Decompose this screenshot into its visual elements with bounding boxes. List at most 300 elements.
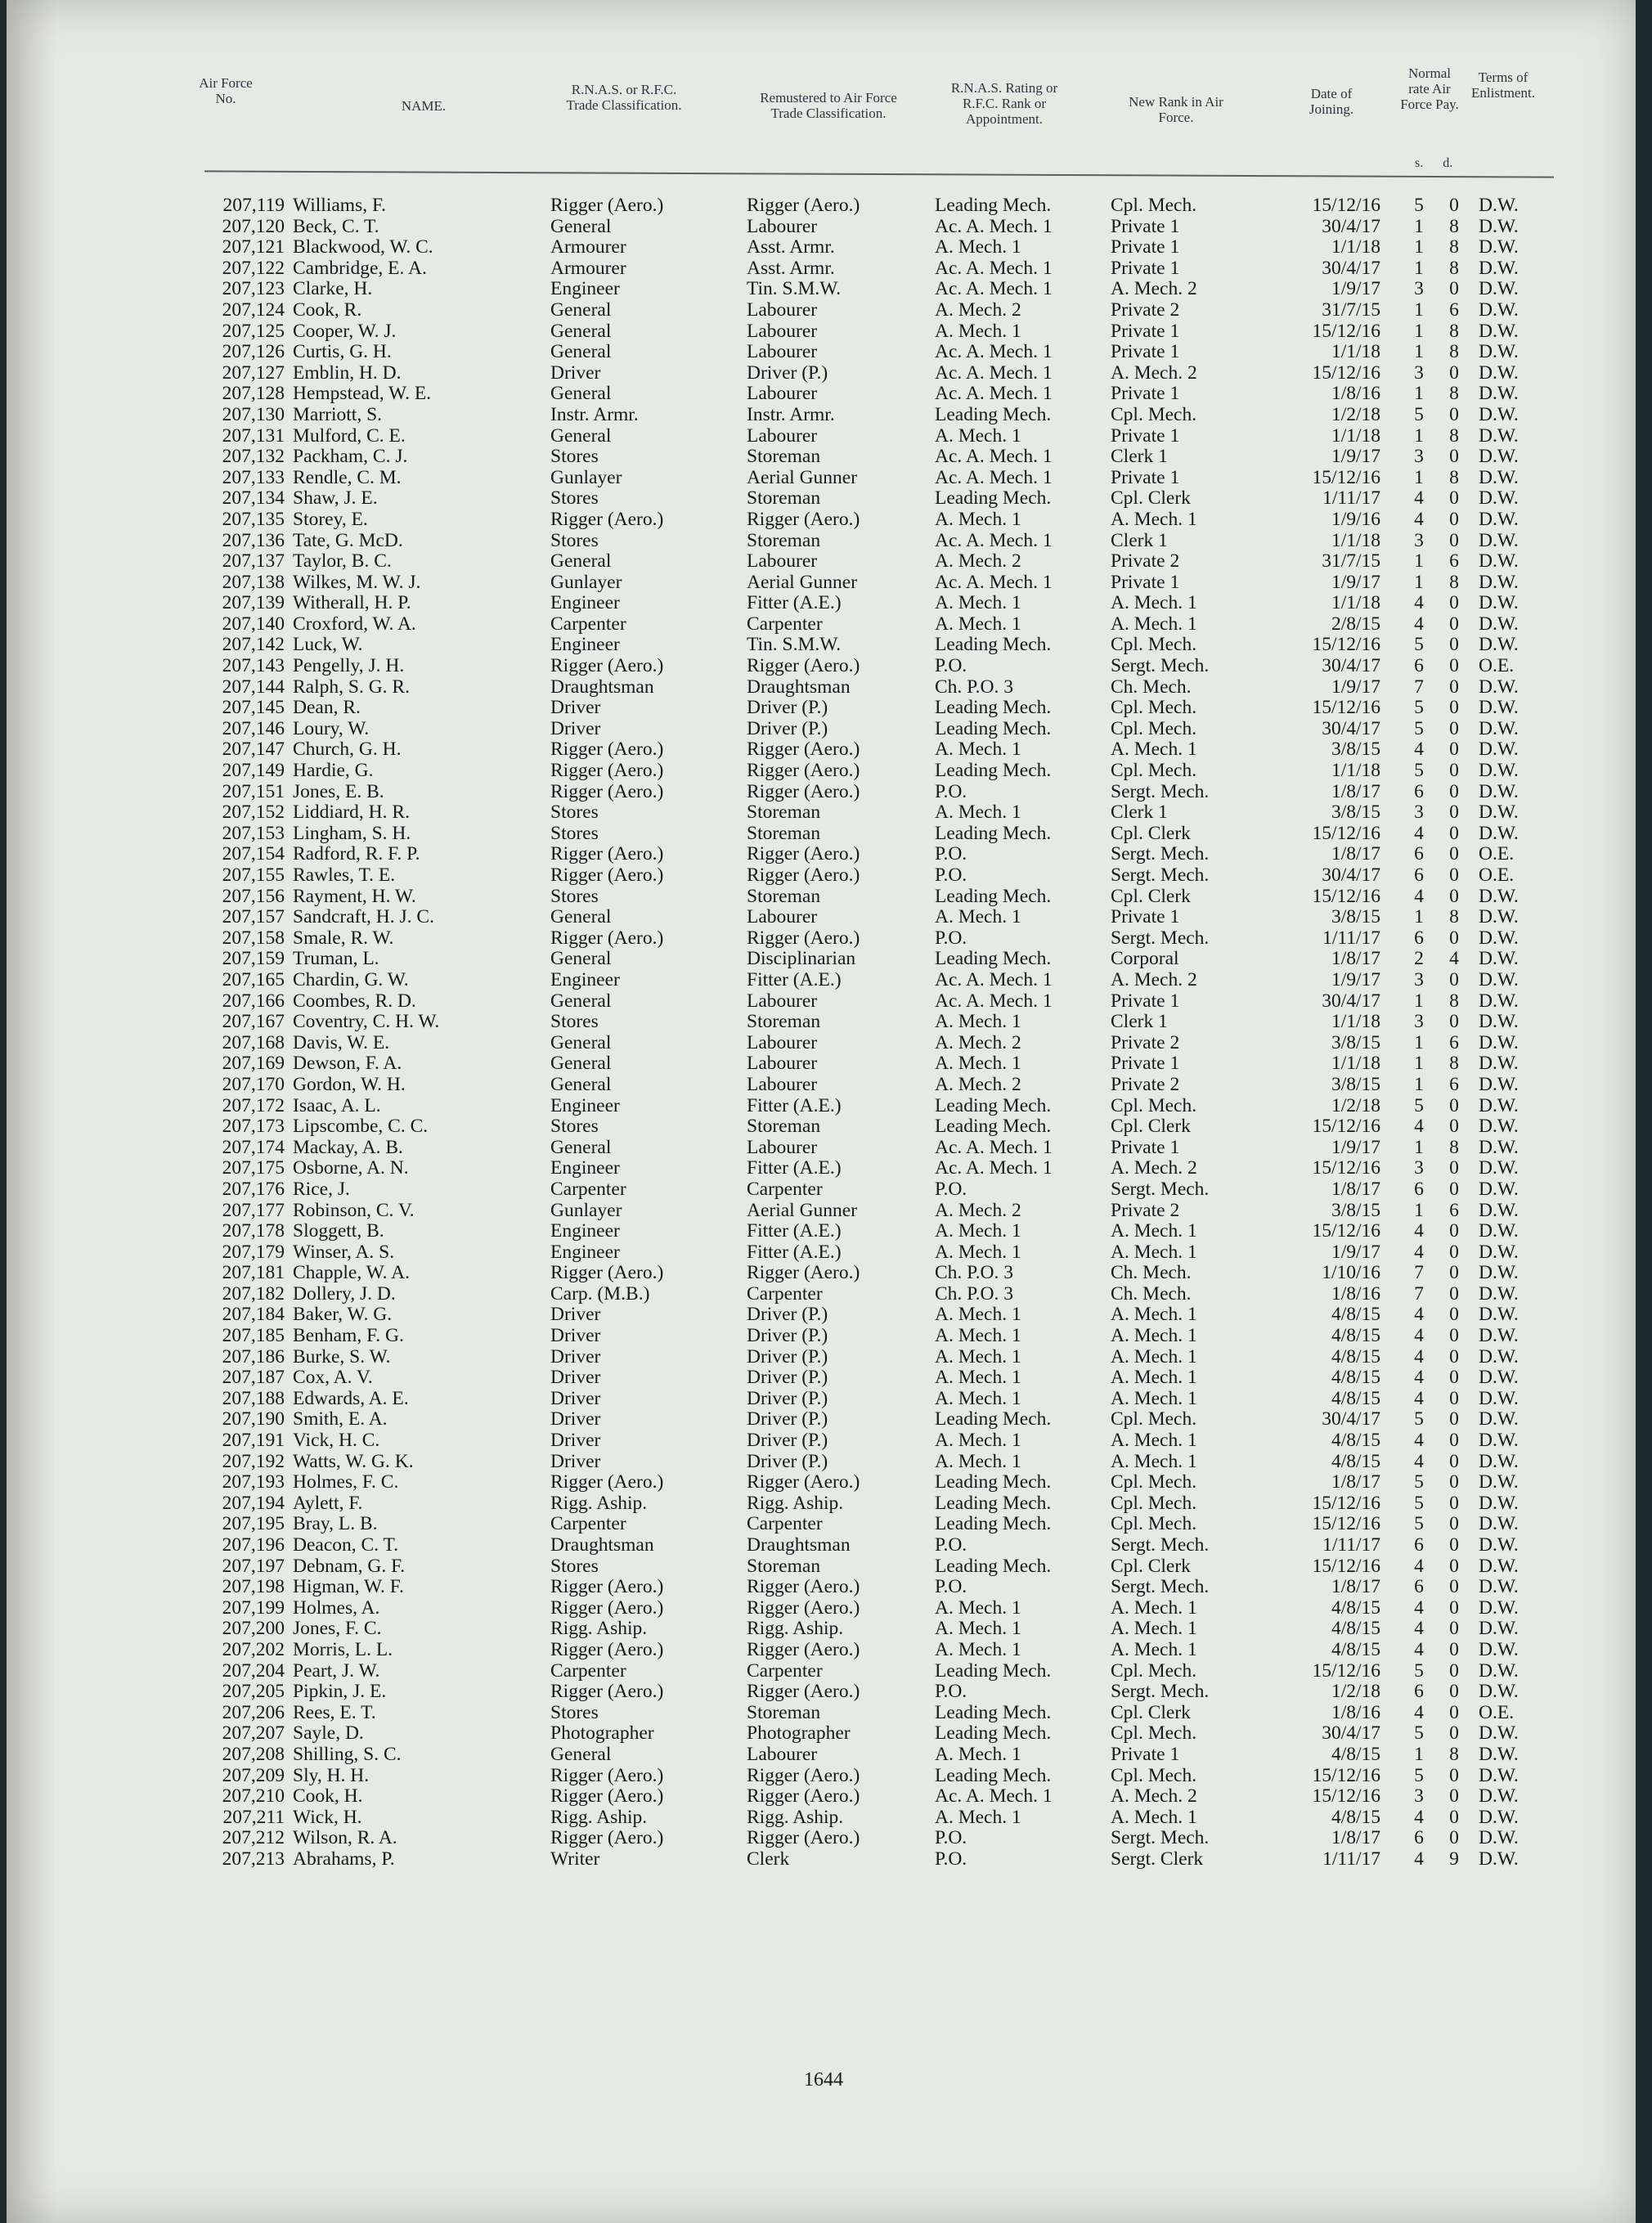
cell-remustered: Carpenter: [747, 1659, 823, 1682]
cell-trade: Carpenter: [550, 1659, 626, 1682]
cell-rating: A. Mech. 1: [935, 1618, 1021, 1640]
cell-pay-shillings: 4: [1414, 1345, 1424, 1367]
cell-pay-shillings: 4: [1414, 1367, 1424, 1389]
cell-air-force-no: 207,135: [222, 508, 285, 530]
cell-date-joining: 30/4/17: [1322, 1722, 1380, 1745]
cell-name: Baker, W. G.: [293, 1304, 393, 1326]
cell-date-joining: 15/12/16: [1312, 320, 1380, 342]
cell-terms: D.W.: [1479, 1157, 1519, 1179]
cell-pay-shillings: 4: [1414, 822, 1424, 844]
header-pay: Normal rate Air Force Pay.: [1400, 65, 1459, 112]
cell-name: Cook, R.: [293, 299, 362, 321]
cell-new-rank: Cpl. Clerk: [1111, 822, 1191, 844]
cell-remustered: Rigger (Aero.): [747, 739, 860, 761]
cell-new-rank: A. Mech. 1: [1111, 592, 1197, 614]
cell-pay-pence: 0: [1449, 1534, 1459, 1556]
cell-air-force-no: 207,131: [222, 424, 285, 447]
cell-trade: Armourer: [550, 236, 626, 258]
cell-pay-pence: 0: [1449, 1262, 1459, 1284]
cell-trade: Stores: [550, 802, 599, 824]
cell-date-joining: 1/9/17: [1331, 571, 1380, 593]
table-row: [7, 467, 1636, 488]
cell-rating: P.O.: [935, 780, 967, 802]
table-row: [7, 1367, 1636, 1388]
cell-trade: General: [550, 550, 612, 573]
cell-air-force-no: 207,177: [222, 1199, 285, 1221]
cell-pay-shillings: 2: [1414, 948, 1424, 970]
cell-date-joining: 1/8/17: [1331, 1178, 1380, 1200]
cell-date-joining: 1/11/17: [1322, 487, 1380, 510]
cell-pay-shillings: 6: [1414, 1178, 1424, 1200]
cell-new-rank: Cpl. Mech.: [1111, 1094, 1197, 1116]
cell-terms: D.W.: [1479, 383, 1519, 405]
cell-air-force-no: 207,159: [222, 948, 285, 970]
table-row: [7, 383, 1636, 404]
cell-remustered: Disciplinarian: [747, 948, 856, 970]
cell-name: Chardin, G. W.: [293, 968, 409, 990]
cell-pay-pence: 0: [1449, 655, 1459, 677]
cell-date-joining: 4/8/15: [1331, 1450, 1380, 1472]
cell-terms: D.W.: [1479, 1555, 1519, 1577]
cell-pay-pence: 0: [1449, 1220, 1459, 1242]
cell-name: Clarke, H.: [293, 278, 373, 300]
table-row: [7, 886, 1636, 907]
cell-name: Sly, H. H.: [293, 1764, 370, 1786]
cell-remustered: Driver (P.): [747, 1345, 828, 1367]
cell-remustered: Storeman: [747, 822, 821, 844]
cell-terms: D.W.: [1479, 1345, 1519, 1367]
cell-new-rank: A. Mech. 1: [1111, 1806, 1197, 1828]
table-row: [7, 1556, 1636, 1577]
cell-rating: A. Mech. 2: [935, 1199, 1021, 1221]
table-row: [7, 1032, 1636, 1053]
table-row: [7, 1074, 1636, 1095]
cell-name: Dewson, F. A.: [293, 1053, 402, 1075]
cell-rating: Ac. A. Mech. 1: [935, 529, 1053, 551]
cell-terms: D.W.: [1479, 1031, 1519, 1053]
cell-name: Sloggett, B.: [293, 1220, 384, 1242]
cell-air-force-no: 207,154: [222, 843, 285, 865]
cell-air-force-no: 207,200: [222, 1618, 285, 1640]
table-row: [7, 655, 1636, 676]
cell-pay-shillings: 4: [1414, 1806, 1424, 1828]
table-row: [7, 1095, 1636, 1116]
cell-date-joining: 3/8/15: [1331, 739, 1380, 761]
cell-air-force-no: 207,120: [222, 215, 285, 237]
cell-trade: Carpenter: [550, 613, 626, 635]
cell-remustered: Labourer: [747, 1743, 818, 1765]
cell-name: Gordon, W. H.: [293, 1073, 406, 1095]
cell-name: Pengelly, J. H.: [293, 655, 405, 677]
cell-trade: Gunlayer: [550, 1199, 622, 1221]
cell-rating: Ac. A. Mech. 1: [935, 341, 1053, 363]
cell-pay-pence: 0: [1449, 1408, 1459, 1430]
cell-rating: P.O.: [935, 1178, 967, 1200]
cell-rating: Ac. A. Mech. 1: [935, 1136, 1053, 1158]
cell-pay-shillings: 1: [1414, 1073, 1424, 1095]
cell-name: Storey, E.: [293, 508, 368, 530]
cell-trade: General: [550, 215, 612, 237]
cell-trade: Driver: [550, 1304, 601, 1326]
table-row: [7, 1576, 1636, 1597]
cell-name: Wilkes, M. W. J.: [293, 571, 421, 593]
cell-pay-shillings: 3: [1414, 802, 1424, 824]
cell-rating: Ac. A. Mech. 1: [935, 278, 1053, 300]
cell-pay-shillings: 4: [1414, 1430, 1424, 1452]
table-row: [7, 236, 1636, 258]
cell-pay-shillings: 5: [1414, 403, 1424, 425]
cell-pay-shillings: 4: [1414, 1597, 1424, 1619]
cell-name: Higman, W. F.: [293, 1576, 404, 1598]
cell-new-rank: A. Mech. 1: [1111, 1220, 1197, 1242]
cell-pay-pence: 0: [1449, 195, 1459, 216]
cell-air-force-no: 207,194: [222, 1492, 285, 1514]
cell-air-force-no: 207,132: [222, 446, 285, 468]
table-row: [7, 321, 1636, 342]
cell-trade: Rigger (Aero.): [550, 1262, 664, 1284]
cell-new-rank: Cpl. Clerk: [1111, 1555, 1191, 1577]
cell-rating: Leading Mech.: [935, 634, 1052, 656]
cell-trade: Writer: [550, 1848, 600, 1870]
cell-air-force-no: 207,145: [222, 697, 285, 719]
cell-terms: D.W.: [1479, 320, 1519, 342]
cell-pay-pence: 0: [1449, 760, 1459, 782]
cell-remustered: Rigger (Aero.): [747, 195, 860, 216]
cell-terms: D.W.: [1479, 1241, 1519, 1263]
cell-air-force-no: 207,196: [222, 1534, 285, 1556]
cell-terms: D.W.: [1479, 1848, 1519, 1870]
cell-new-rank: Cpl. Mech.: [1111, 1659, 1197, 1682]
cell-remustered: Fitter (A.E.): [747, 968, 842, 990]
cell-new-rank: Private 1: [1111, 466, 1180, 488]
cell-terms: D.W.: [1479, 1220, 1519, 1242]
cell-terms: O.E.: [1479, 843, 1515, 865]
cell-pay-pence: 0: [1449, 362, 1459, 384]
table-row: [7, 1011, 1636, 1032]
cell-new-rank: Sergt. Mech.: [1111, 1534, 1210, 1556]
cell-date-joining: 3/8/15: [1331, 802, 1380, 824]
cell-remustered: Rigger (Aero.): [747, 1262, 860, 1284]
cell-air-force-no: 207,137: [222, 550, 285, 573]
cell-rating: Leading Mech.: [935, 403, 1052, 425]
cell-remustered: Labourer: [747, 383, 818, 405]
cell-rating: A. Mech. 2: [935, 1031, 1021, 1053]
cell-pay-pence: 0: [1449, 1659, 1459, 1682]
cell-rating: A. Mech. 1: [935, 1597, 1021, 1619]
table-row: [7, 1681, 1636, 1702]
cell-terms: D.W.: [1479, 1806, 1519, 1828]
cell-rating: Leading Mech.: [935, 948, 1052, 970]
cell-terms: D.W.: [1479, 362, 1519, 384]
cell-pay-shillings: 4: [1414, 508, 1424, 530]
cell-date-joining: 4/8/15: [1331, 1618, 1380, 1640]
table-row: [7, 404, 1636, 425]
cell-name: Curtis, G. H.: [293, 341, 392, 363]
cell-name: Coventry, C. H. W.: [293, 1011, 440, 1033]
cell-terms: D.W.: [1479, 676, 1519, 698]
cell-trade: Engineer: [550, 278, 620, 300]
table-row: [7, 1765, 1636, 1786]
cell-name: Winser, A. S.: [293, 1241, 395, 1263]
cell-remustered: Aerial Gunner: [747, 571, 858, 593]
cell-new-rank: Sergt. Mech.: [1111, 927, 1210, 949]
cell-date-joining: 1/8/16: [1331, 1282, 1380, 1305]
cell-trade: Stores: [550, 822, 599, 844]
cell-trade: Rigger (Aero.): [550, 927, 664, 949]
cell-new-rank: Cpl. Mech.: [1111, 760, 1197, 782]
cell-trade: Engineer: [550, 592, 620, 614]
cell-new-rank: Sergt. Clerk: [1111, 1848, 1204, 1870]
cell-remustered: Rigg. Aship.: [747, 1492, 844, 1514]
cell-pay-pence: 4: [1449, 948, 1459, 970]
cell-remustered: Labourer: [747, 215, 818, 237]
cell-trade: Photographer: [550, 1722, 654, 1745]
table-row: [7, 550, 1636, 572]
cell-pay-pence: 0: [1449, 613, 1459, 635]
cell-date-joining: 1/10/16: [1322, 1262, 1380, 1284]
cell-name: Pipkin, J. E.: [293, 1681, 387, 1703]
cell-terms: D.W.: [1479, 236, 1519, 258]
cell-trade: Rigger (Aero.): [550, 1597, 664, 1619]
cell-remustered: Storeman: [747, 1701, 821, 1723]
cell-pay-shillings: 1: [1414, 341, 1424, 363]
cell-new-rank: A. Mech. 1: [1111, 508, 1197, 530]
cell-rating: Leading Mech.: [935, 487, 1052, 510]
cell-name: Jones, F. C.: [293, 1618, 382, 1640]
cell-air-force-no: 207,185: [222, 1325, 285, 1347]
cell-new-rank: Cpl. Mech.: [1111, 1408, 1197, 1430]
cell-terms: D.W.: [1479, 1450, 1519, 1472]
table-row: [7, 823, 1636, 844]
cell-terms: D.W.: [1479, 1534, 1519, 1556]
cell-pay-shillings: 5: [1414, 1764, 1424, 1786]
cell-pay-pence: 0: [1449, 676, 1459, 698]
cell-remustered: Labourer: [747, 424, 818, 447]
cell-pay-shillings: 7: [1414, 676, 1424, 698]
cell-new-rank: Clerk 1: [1111, 802, 1168, 824]
cell-remustered: Storeman: [747, 802, 821, 824]
table-row: [7, 425, 1636, 447]
header-remustered: Remustered to Air Force Trade Classification.: [760, 90, 897, 121]
cell-new-rank: Private 1: [1111, 341, 1180, 363]
cell-rating: Leading Mech.: [935, 885, 1052, 907]
cell-rating: A. Mech. 1: [935, 906, 1021, 928]
cell-pay-shillings: 1: [1414, 383, 1424, 405]
table-row: [7, 509, 1636, 530]
cell-rating: Leading Mech.: [935, 1513, 1052, 1535]
cell-date-joining: 4/8/15: [1331, 1430, 1380, 1452]
cell-pay-pence: 0: [1449, 403, 1459, 425]
cell-remustered: Rigger (Aero.): [747, 780, 860, 802]
header-name: NAME.: [401, 98, 447, 114]
cell-pay-shillings: 1: [1414, 257, 1424, 279]
table-row: [7, 1722, 1636, 1744]
cell-date-joining: 15/12/16: [1312, 634, 1380, 656]
table-row: [7, 1346, 1636, 1367]
cell-rating: A. Mech. 1: [935, 236, 1021, 258]
cell-pay-shillings: 4: [1414, 1387, 1424, 1409]
cell-new-rank: A. Mech. 1: [1111, 1430, 1197, 1452]
cell-terms: D.W.: [1479, 195, 1519, 216]
table-row: [7, 1116, 1636, 1137]
cell-pay-pence: 0: [1449, 968, 1459, 990]
cell-name: Sayle, D.: [293, 1722, 364, 1745]
cell-date-joining: 1/8/17: [1331, 1827, 1380, 1849]
cell-remustered: Labourer: [747, 1073, 818, 1095]
cell-remustered: Draughtsman: [747, 676, 851, 698]
cell-date-joining: 30/4/17: [1322, 990, 1380, 1012]
cell-trade: Rigger (Aero.): [550, 1681, 664, 1703]
table-row: [7, 948, 1636, 969]
table-row: [7, 487, 1636, 509]
cell-air-force-no: 207,130: [222, 403, 285, 425]
cell-remustered: Tin. S.M.W.: [747, 634, 842, 656]
cell-pay-pence: 0: [1449, 1430, 1459, 1452]
cell-terms: D.W.: [1479, 1430, 1519, 1452]
cell-name: Smale, R. W.: [293, 927, 394, 949]
cell-trade: Rigger (Aero.): [550, 760, 664, 782]
cell-terms: D.W.: [1479, 571, 1519, 593]
cell-name: Bray, L. B.: [293, 1513, 378, 1535]
cell-remustered: Asst. Armr.: [747, 257, 835, 279]
cell-name: Chapple, W. A.: [293, 1262, 410, 1284]
cell-air-force-no: 207,139: [222, 592, 285, 614]
cell-date-joining: 1/11/17: [1322, 1534, 1380, 1556]
cell-date-joining: 15/12/16: [1312, 1157, 1380, 1179]
cell-terms: D.W.: [1479, 550, 1519, 573]
cell-name: Wilson, R. A.: [293, 1827, 397, 1849]
cell-remustered: Storeman: [747, 446, 821, 468]
cell-name: Witherall, H. P.: [293, 592, 411, 614]
table-row: [7, 1304, 1636, 1325]
cell-air-force-no: 207,142: [222, 634, 285, 656]
cell-name: Radford, R. F. P.: [293, 843, 420, 865]
table-row: [7, 1848, 1636, 1870]
cell-new-rank: Ch. Mech.: [1111, 1282, 1192, 1305]
cell-name: Isaac, A. L.: [293, 1094, 381, 1116]
cell-rating: Ac. A. Mech. 1: [935, 446, 1053, 468]
cell-remustered: Draughtsman: [747, 1534, 851, 1556]
cell-terms: D.W.: [1479, 529, 1519, 551]
cell-name: Church, G. H.: [293, 739, 402, 761]
cell-new-rank: A. Mech. 1: [1111, 1367, 1197, 1389]
cell-pay-pence: 0: [1449, 927, 1459, 949]
cell-pay-pence: 0: [1449, 1241, 1459, 1263]
cell-pay-shillings: 1: [1414, 424, 1424, 447]
cell-remustered: Storeman: [747, 529, 821, 551]
cell-pay-shillings: 1: [1414, 906, 1424, 928]
cell-name: Mulford, C. E.: [293, 424, 406, 447]
cell-rating: P.O.: [935, 655, 967, 677]
table-row: [7, 258, 1636, 279]
cell-pay-shillings: 1: [1414, 571, 1424, 593]
cell-name: Sandcraft, H. J. C.: [293, 906, 434, 928]
cell-trade: Stores: [550, 1116, 599, 1138]
cell-air-force-no: 207,212: [222, 1827, 285, 1849]
cell-date-joining: 1/8/16: [1331, 383, 1380, 405]
table-row: [7, 195, 1636, 216]
cell-trade: Stores: [550, 1555, 599, 1577]
cell-name: Rendle, C. M.: [293, 466, 402, 488]
cell-air-force-no: 207,179: [222, 1241, 285, 1263]
cell-trade: Rigg. Aship.: [550, 1806, 648, 1828]
cell-date-joining: 30/4/17: [1322, 1408, 1380, 1430]
cell-name: Cox, A. V.: [293, 1367, 373, 1389]
cell-date-joining: 1/2/18: [1331, 1094, 1380, 1116]
cell-name: Holmes, A.: [293, 1597, 380, 1619]
cell-pay-shillings: 6: [1414, 1827, 1424, 1849]
table-row: [7, 1179, 1636, 1200]
cell-terms: D.W.: [1479, 257, 1519, 279]
cell-terms: D.W.: [1479, 990, 1519, 1012]
table-row: [7, 634, 1636, 655]
cell-air-force-no: 207,168: [222, 1031, 285, 1053]
cell-air-force-no: 207,178: [222, 1220, 285, 1242]
cell-trade: General: [550, 424, 612, 447]
cell-trade: Rigger (Aero.): [550, 739, 664, 761]
cell-date-joining: 1/1/18: [1331, 236, 1380, 258]
header-terms: Terms of Enlistment.: [1471, 70, 1535, 101]
cell-new-rank: A. Mech. 1: [1111, 1597, 1197, 1619]
cell-pay-pence: 9: [1449, 1848, 1459, 1870]
cell-rating: A. Mech. 1: [935, 1241, 1021, 1263]
cell-pay-shillings: 1: [1414, 1743, 1424, 1765]
cell-pay-shillings: 4: [1414, 1116, 1424, 1138]
cell-new-rank: Cpl. Mech.: [1111, 1513, 1197, 1535]
cell-date-joining: 1/8/16: [1331, 1701, 1380, 1723]
cell-trade: General: [550, 990, 612, 1012]
cell-rating: Ac. A. Mech. 1: [935, 1785, 1053, 1808]
cell-date-joining: 1/9/16: [1331, 508, 1380, 530]
cell-pay-pence: 8: [1449, 1053, 1459, 1075]
cell-rating: A. Mech. 2: [935, 299, 1021, 321]
cell-trade: Carpenter: [550, 1178, 626, 1200]
cell-trade: General: [550, 1031, 612, 1053]
cell-terms: D.W.: [1479, 1282, 1519, 1305]
cell-rating: A. Mech. 1: [935, 1806, 1021, 1828]
cell-pay-shillings: 5: [1414, 1513, 1424, 1535]
cell-rating: Leading Mech.: [935, 1492, 1052, 1514]
cell-new-rank: A. Mech. 1: [1111, 1450, 1197, 1472]
cell-terms: D.W.: [1479, 739, 1519, 761]
cell-terms: D.W.: [1479, 780, 1519, 802]
cell-trade: Engineer: [550, 634, 620, 656]
cell-rating: Ac. A. Mech. 1: [935, 968, 1053, 990]
cell-name: Davis, W. E.: [293, 1031, 390, 1053]
cell-remustered: Driver (P.): [747, 1304, 828, 1326]
cell-remustered: Labourer: [747, 1053, 818, 1075]
cell-trade: Driver: [550, 1430, 601, 1452]
cell-date-joining: 4/8/15: [1331, 1367, 1380, 1389]
cell-new-rank: Cpl. Mech.: [1111, 195, 1197, 216]
cell-air-force-no: 207,205: [222, 1681, 285, 1703]
cell-pay-pence: 6: [1449, 1031, 1459, 1053]
table-row: [7, 990, 1636, 1012]
cell-air-force-no: 207,134: [222, 487, 285, 510]
cell-name: Hardie, G.: [293, 760, 374, 782]
cell-pay-shillings: 5: [1414, 1659, 1424, 1682]
cell-name: Packham, C. J.: [293, 446, 408, 468]
header-rule: [204, 170, 1554, 177]
cell-name: Lipscombe, C. C.: [293, 1116, 429, 1138]
cell-rating: A. Mech. 1: [935, 1053, 1021, 1075]
cell-date-joining: 4/8/15: [1331, 1325, 1380, 1347]
cell-trade: Driver: [550, 1367, 601, 1389]
cell-remustered: Driver (P.): [747, 1367, 828, 1389]
register-table: [7, 195, 1636, 1870]
cell-pay-shillings: 4: [1414, 1304, 1424, 1326]
cell-trade: Rigger (Aero.): [550, 508, 664, 530]
